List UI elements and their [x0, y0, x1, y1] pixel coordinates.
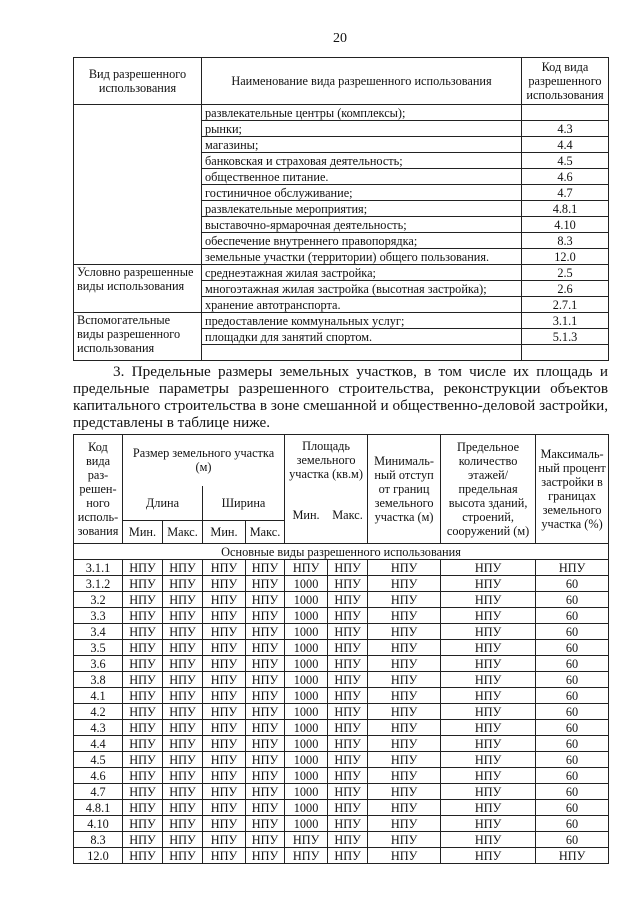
- table-row: [74, 784, 609, 800]
- cell-floors: НПУ: [441, 784, 536, 800]
- cell-length-max: НПУ: [163, 848, 203, 864]
- cell-length-max: НПУ: [163, 608, 203, 624]
- cell-percent: 60: [536, 704, 609, 720]
- cell-length-max: НПУ: [163, 752, 203, 768]
- cell-floors: НПУ: [441, 752, 536, 768]
- cell-code: 4.1: [74, 688, 123, 704]
- cell-area-max: НПУ: [328, 560, 368, 576]
- use-type-group: [74, 105, 202, 265]
- cell-percent: 60: [536, 816, 609, 832]
- cell-floors: НПУ: [441, 624, 536, 640]
- header-floors: Предельное количество этажей/ предельная высота зданий, строений, сооружений (м): [441, 435, 536, 544]
- use-name: рынки;: [202, 121, 522, 137]
- cell-width-max: НПУ: [246, 736, 285, 752]
- cell-width-max: НПУ: [246, 560, 285, 576]
- cell-width-max: НПУ: [246, 640, 285, 656]
- cell-width-max: НПУ: [246, 848, 285, 864]
- cell-length-max: НПУ: [163, 704, 203, 720]
- cell-area-max: НПУ: [328, 720, 368, 736]
- cell-length-min: НПУ: [123, 704, 163, 720]
- cell-area-min: 1000: [285, 592, 328, 608]
- cell-percent: 60: [536, 656, 609, 672]
- page-body: [73, 57, 608, 864]
- cell-area-min: 1000: [285, 704, 328, 720]
- cell-floors: НПУ: [441, 560, 536, 576]
- use-code: 2.5: [522, 265, 609, 281]
- table-row: [74, 265, 609, 281]
- use-code: [522, 105, 609, 121]
- cell-length-max: НПУ: [163, 624, 203, 640]
- cell-area-min: 1000: [285, 656, 328, 672]
- cell-length-max: НПУ: [163, 560, 203, 576]
- cell-code: 3.3: [74, 608, 123, 624]
- use-code: 4.3: [522, 121, 609, 137]
- cell-percent: 60: [536, 640, 609, 656]
- table-row: [74, 656, 609, 672]
- cell-length-min: НПУ: [123, 656, 163, 672]
- cell-area-max: НПУ: [328, 640, 368, 656]
- cell-percent: 60: [536, 736, 609, 752]
- cell-setback: НПУ: [368, 640, 441, 656]
- cell-code: 3.1.1: [74, 560, 123, 576]
- use-name: хранение автотранспорта.: [202, 297, 522, 313]
- cell-code: 4.10: [74, 816, 123, 832]
- cell-area-max: НПУ: [328, 624, 368, 640]
- use-name: магазины;: [202, 137, 522, 153]
- header-length-max: Макс.: [163, 521, 203, 544]
- cell-length-min: НПУ: [123, 768, 163, 784]
- cell-width-max: НПУ: [246, 576, 285, 592]
- header-area-min: Мин.: [285, 486, 328, 544]
- cell-floors: НПУ: [441, 848, 536, 864]
- cell-floors: НПУ: [441, 592, 536, 608]
- cell-width-max: НПУ: [246, 752, 285, 768]
- header-width-max: Макс.: [246, 521, 285, 544]
- use-name: развлекательные мероприятия;: [202, 201, 522, 217]
- cell-area-max: НПУ: [328, 672, 368, 688]
- cell-area-max: НПУ: [328, 736, 368, 752]
- header-percent: Максималь-ный процент застройки в границах земельного участка (%): [536, 435, 609, 544]
- cell-code: 3.8: [74, 672, 123, 688]
- use-name: развлекательные центры (комплексы);: [202, 105, 522, 121]
- cell-setback: НПУ: [368, 672, 441, 688]
- cell-width-min: НПУ: [203, 832, 246, 848]
- cell-length-max: НПУ: [163, 688, 203, 704]
- header-length: Длина: [123, 486, 203, 521]
- cell-area-max: НПУ: [328, 768, 368, 784]
- cell-width-max: НПУ: [246, 832, 285, 848]
- cell-width-max: НПУ: [246, 720, 285, 736]
- use-code: 8.3: [522, 233, 609, 249]
- table-row: [74, 560, 609, 576]
- cell-length-min: НПУ: [123, 624, 163, 640]
- cell-width-max: НПУ: [246, 784, 285, 800]
- cell-length-min: НПУ: [123, 608, 163, 624]
- use-name: общественное питание.: [202, 169, 522, 185]
- cell-percent: 60: [536, 768, 609, 784]
- table-header-row: [74, 58, 609, 105]
- cell-percent: 60: [536, 752, 609, 768]
- cell-setback: НПУ: [368, 608, 441, 624]
- cell-width-min: НПУ: [203, 752, 246, 768]
- use-code: 5.1.3: [522, 329, 609, 345]
- cell-setback: НПУ: [368, 624, 441, 640]
- cell-floors: НПУ: [441, 656, 536, 672]
- table-header-row: [74, 435, 609, 486]
- use-code: 4.4: [522, 137, 609, 153]
- cell-length-max: НПУ: [163, 576, 203, 592]
- cell-area-min: 1000: [285, 640, 328, 656]
- table-row: [74, 736, 609, 752]
- table-row: [74, 624, 609, 640]
- cell-length-min: НПУ: [123, 736, 163, 752]
- table-row: [74, 640, 609, 656]
- cell-width-min: НПУ: [203, 656, 246, 672]
- table-row: [74, 848, 609, 864]
- cell-width-min: НПУ: [203, 640, 246, 656]
- table-row: [74, 313, 609, 329]
- table-row: [74, 704, 609, 720]
- cell-width-min: НПУ: [203, 848, 246, 864]
- use-code: [522, 345, 609, 361]
- header-width: Ширина: [203, 486, 285, 521]
- cell-length-min: НПУ: [123, 720, 163, 736]
- cell-setback: НПУ: [368, 720, 441, 736]
- permitted-use-table: [73, 57, 609, 361]
- cell-length-min: НПУ: [123, 592, 163, 608]
- cell-length-max: НПУ: [163, 784, 203, 800]
- cell-code: 12.0: [74, 848, 123, 864]
- cell-percent: 60: [536, 720, 609, 736]
- cell-length-max: НПУ: [163, 672, 203, 688]
- use-code: 12.0: [522, 249, 609, 265]
- cell-area-max: НПУ: [328, 816, 368, 832]
- cell-length-min: НПУ: [123, 832, 163, 848]
- use-type-group: Условно разрешенные виды использования: [74, 265, 202, 313]
- table-row: [74, 832, 609, 848]
- cell-percent: 60: [536, 592, 609, 608]
- cell-floors: НПУ: [441, 704, 536, 720]
- use-code: 4.8.1: [522, 201, 609, 217]
- cell-area-max: НПУ: [328, 656, 368, 672]
- cell-area-max: НПУ: [328, 704, 368, 720]
- use-code: 3.1.1: [522, 313, 609, 329]
- table-row: [74, 768, 609, 784]
- cell-length-min: НПУ: [123, 784, 163, 800]
- table-row: [74, 608, 609, 624]
- table-row: [74, 816, 609, 832]
- cell-setback: НПУ: [368, 832, 441, 848]
- cell-setback: НПУ: [368, 560, 441, 576]
- cell-width-max: НПУ: [246, 608, 285, 624]
- cell-setback: НПУ: [368, 784, 441, 800]
- cell-area-min: НПУ: [285, 560, 328, 576]
- cell-width-min: НПУ: [203, 800, 246, 816]
- cell-length-min: НПУ: [123, 688, 163, 704]
- cell-floors: НПУ: [441, 672, 536, 688]
- cell-area-min: 1000: [285, 816, 328, 832]
- cell-setback: НПУ: [368, 688, 441, 704]
- cell-area-min: НПУ: [285, 832, 328, 848]
- cell-width-min: НПУ: [203, 704, 246, 720]
- cell-setback: НПУ: [368, 848, 441, 864]
- cell-area-max: НПУ: [328, 752, 368, 768]
- cell-floors: НПУ: [441, 640, 536, 656]
- cell-width-min: НПУ: [203, 816, 246, 832]
- cell-floors: НПУ: [441, 720, 536, 736]
- cell-code: 4.3: [74, 720, 123, 736]
- header-use-type: Вид разрешенного использования: [74, 58, 202, 105]
- cell-code: 3.2: [74, 592, 123, 608]
- header-code: Код вида раз-решен-ного исполь-зования: [74, 435, 123, 544]
- use-name: земельные участки (территории) общего пользования.: [202, 249, 522, 265]
- table-row: [74, 105, 609, 121]
- cell-length-max: НПУ: [163, 736, 203, 752]
- cell-floors: НПУ: [441, 832, 536, 848]
- section-title: Основные виды разрешенного использования: [74, 544, 609, 560]
- use-code: 2.7.1: [522, 297, 609, 313]
- section-row: [74, 544, 609, 560]
- use-name: площадки для занятий спортом.: [202, 329, 522, 345]
- use-name: банковская и страховая деятельность;: [202, 153, 522, 169]
- cell-code: 4.2: [74, 704, 123, 720]
- header-area-max: Макс.: [328, 486, 368, 544]
- cell-code: 8.3: [74, 832, 123, 848]
- cell-setback: НПУ: [368, 656, 441, 672]
- cell-length-max: НПУ: [163, 800, 203, 816]
- cell-width-min: НПУ: [203, 672, 246, 688]
- cell-code: 3.6: [74, 656, 123, 672]
- cell-setback: НПУ: [368, 592, 441, 608]
- cell-area-min: 1000: [285, 576, 328, 592]
- cell-code: 3.1.2: [74, 576, 123, 592]
- use-name: многоэтажная жилая застройка (высотная застройка);: [202, 281, 522, 297]
- cell-length-min: НПУ: [123, 848, 163, 864]
- cell-area-max: НПУ: [328, 784, 368, 800]
- cell-length-max: НПУ: [163, 720, 203, 736]
- cell-floors: НПУ: [441, 768, 536, 784]
- cell-floors: НПУ: [441, 576, 536, 592]
- cell-length-min: НПУ: [123, 640, 163, 656]
- use-name: выставочно-ярмарочная деятельность;: [202, 217, 522, 233]
- use-type-group: Вспомогательные виды разрешенного использования: [74, 313, 202, 361]
- cell-width-min: НПУ: [203, 768, 246, 784]
- cell-length-max: НПУ: [163, 592, 203, 608]
- cell-width-min: НПУ: [203, 736, 246, 752]
- cell-width-max: НПУ: [246, 816, 285, 832]
- cell-width-min: НПУ: [203, 560, 246, 576]
- paragraph-3: 3. Предельные размеры земельных участков, в том числе их площадь и предельные параметры разрешенного строительства, реконструкции объектов капитального строительства в зоне смешанной и общественно-деловой застройки, представлены в таблице ниже.: [73, 363, 608, 431]
- cell-width-max: НПУ: [246, 688, 285, 704]
- cell-percent: 60: [536, 688, 609, 704]
- table-row: [74, 720, 609, 736]
- use-code: 4.10: [522, 217, 609, 233]
- cell-area-max: НПУ: [328, 592, 368, 608]
- cell-length-min: НПУ: [123, 752, 163, 768]
- cell-width-min: НПУ: [203, 592, 246, 608]
- header-area: Площадь земельного участка (кв.м): [285, 435, 368, 486]
- cell-percent: 60: [536, 784, 609, 800]
- header-setback: Минималь-ный отступ от границ земельного участка (м): [368, 435, 441, 544]
- cell-percent: 60: [536, 624, 609, 640]
- cell-floors: НПУ: [441, 608, 536, 624]
- cell-area-min: 1000: [285, 752, 328, 768]
- use-name: гостиничное обслуживание;: [202, 185, 522, 201]
- cell-area-min: 1000: [285, 688, 328, 704]
- cell-area-min: 1000: [285, 800, 328, 816]
- use-name: [202, 345, 522, 361]
- header-width-min: Мин.: [203, 521, 246, 544]
- cell-setback: НПУ: [368, 704, 441, 720]
- use-name: предоставление коммунальных услуг;: [202, 313, 522, 329]
- cell-length-max: НПУ: [163, 816, 203, 832]
- cell-width-max: НПУ: [246, 592, 285, 608]
- use-name: среднеэтажная жилая застройка;: [202, 265, 522, 281]
- cell-code: 4.5: [74, 752, 123, 768]
- cell-area-min: 1000: [285, 608, 328, 624]
- use-name: обеспечение внутреннего правопорядка;: [202, 233, 522, 249]
- cell-code: 3.4: [74, 624, 123, 640]
- cell-area-min: 1000: [285, 624, 328, 640]
- cell-length-min: НПУ: [123, 672, 163, 688]
- cell-code: 4.4: [74, 736, 123, 752]
- cell-area-max: НПУ: [328, 608, 368, 624]
- cell-width-max: НПУ: [246, 672, 285, 688]
- cell-length-max: НПУ: [163, 640, 203, 656]
- cell-percent: 60: [536, 608, 609, 624]
- cell-percent: 60: [536, 576, 609, 592]
- cell-code: 4.7: [74, 784, 123, 800]
- cell-area-max: НПУ: [328, 832, 368, 848]
- cell-length-max: НПУ: [163, 768, 203, 784]
- cell-floors: НПУ: [441, 800, 536, 816]
- header-use-name: Наименование вида разрешенного использования: [202, 58, 522, 105]
- cell-width-min: НПУ: [203, 720, 246, 736]
- table-row: [74, 592, 609, 608]
- cell-length-min: НПУ: [123, 800, 163, 816]
- cell-width-min: НПУ: [203, 608, 246, 624]
- cell-percent: 60: [536, 800, 609, 816]
- cell-floors: НПУ: [441, 816, 536, 832]
- page-number: 20: [333, 31, 347, 46]
- cell-percent: НПУ: [536, 848, 609, 864]
- cell-width-max: НПУ: [246, 656, 285, 672]
- cell-area-max: НПУ: [328, 688, 368, 704]
- table-row: [74, 800, 609, 816]
- use-code: 2.6: [522, 281, 609, 297]
- cell-width-max: НПУ: [246, 768, 285, 784]
- cell-percent: НПУ: [536, 560, 609, 576]
- cell-length-max: НПУ: [163, 656, 203, 672]
- cell-area-min: 1000: [285, 720, 328, 736]
- cell-area-max: НПУ: [328, 800, 368, 816]
- cell-area-max: НПУ: [328, 576, 368, 592]
- cell-length-min: НПУ: [123, 816, 163, 832]
- cell-width-min: НПУ: [203, 688, 246, 704]
- cell-setback: НПУ: [368, 576, 441, 592]
- cell-width-max: НПУ: [246, 704, 285, 720]
- cell-width-min: НПУ: [203, 784, 246, 800]
- cell-code: 4.6: [74, 768, 123, 784]
- cell-setback: НПУ: [368, 800, 441, 816]
- table-row: [74, 752, 609, 768]
- cell-setback: НПУ: [368, 752, 441, 768]
- header-use-code: Код вида разрешенного использования: [522, 58, 609, 105]
- cell-percent: 60: [536, 832, 609, 848]
- cell-length-min: НПУ: [123, 560, 163, 576]
- cell-area-min: НПУ: [285, 848, 328, 864]
- cell-area-max: НПУ: [328, 848, 368, 864]
- cell-setback: НПУ: [368, 816, 441, 832]
- cell-width-min: НПУ: [203, 624, 246, 640]
- cell-percent: 60: [536, 672, 609, 688]
- table-row: [74, 688, 609, 704]
- cell-setback: НПУ: [368, 736, 441, 752]
- table-row: [74, 672, 609, 688]
- cell-area-min: 1000: [285, 768, 328, 784]
- header-size: Размер земельного участка (м): [123, 435, 285, 486]
- cell-code: 4.8.1: [74, 800, 123, 816]
- use-code: 4.7: [522, 185, 609, 201]
- table-row: [74, 576, 609, 592]
- cell-setback: НПУ: [368, 768, 441, 784]
- cell-width-max: НПУ: [246, 624, 285, 640]
- cell-code: 3.5: [74, 640, 123, 656]
- cell-area-min: 1000: [285, 736, 328, 752]
- cell-width-min: НПУ: [203, 576, 246, 592]
- use-code: 4.5: [522, 153, 609, 169]
- parameters-table: [73, 434, 609, 864]
- cell-length-min: НПУ: [123, 576, 163, 592]
- cell-length-max: НПУ: [163, 832, 203, 848]
- cell-area-min: 1000: [285, 784, 328, 800]
- cell-area-min: 1000: [285, 672, 328, 688]
- cell-width-max: НПУ: [246, 800, 285, 816]
- cell-floors: НПУ: [441, 736, 536, 752]
- cell-floors: НПУ: [441, 688, 536, 704]
- use-code: 4.6: [522, 169, 609, 185]
- header-length-min: Мин.: [123, 521, 163, 544]
